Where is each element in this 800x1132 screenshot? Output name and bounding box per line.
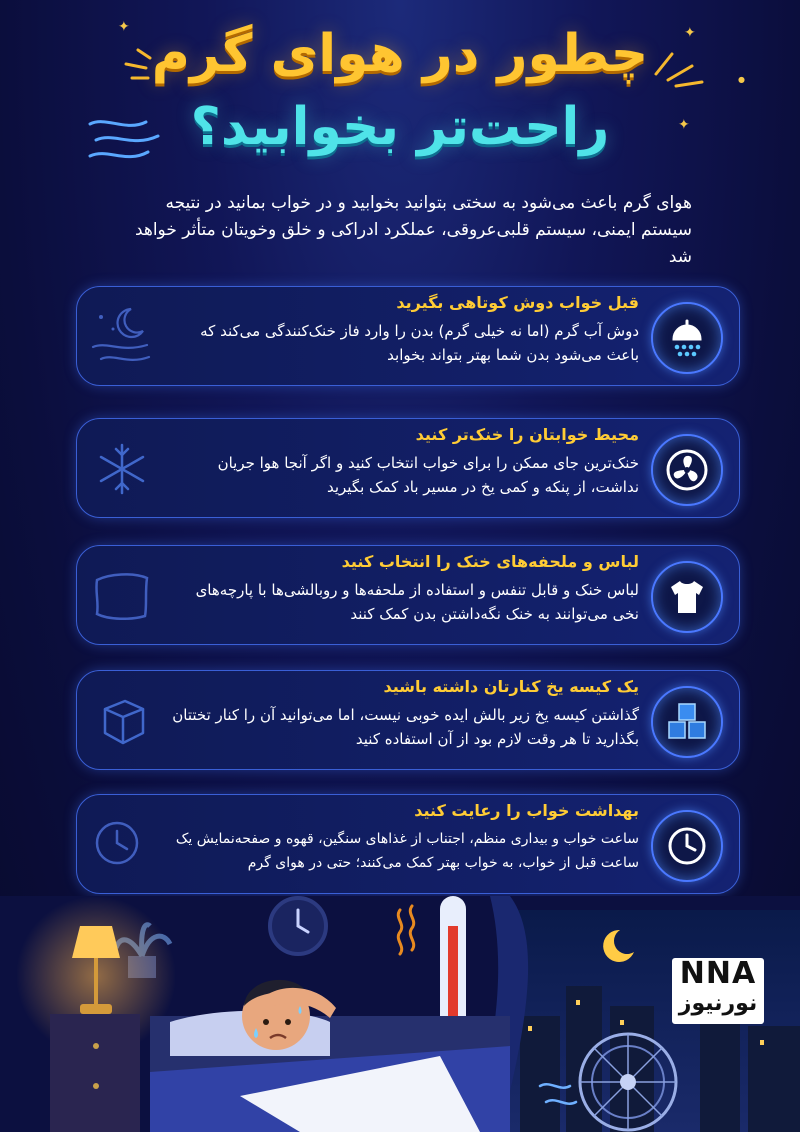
intro-text: هوای گرم باعث می‌شود به سختی بتوانید بخوابید و در خواب بمانید در نتیجه سیستم ایمنی، سیستم قلبی‌عروقی، عملکرد ادراکی و خلق وخویتان متأثر خواهد شد xyxy=(134,193,692,267)
ice-cubes-icon xyxy=(651,686,723,758)
shower-icon xyxy=(651,302,723,374)
tip-card-clothing xyxy=(76,545,740,645)
moon-wind-icon xyxy=(87,303,157,371)
tshirt-icon xyxy=(651,561,723,633)
tip-card-sleep-hygiene xyxy=(76,794,740,894)
pillow-icon xyxy=(87,562,157,630)
tip-card-ice xyxy=(76,670,740,770)
sparkle-icon: ✦ xyxy=(118,19,130,35)
tip-card-fan xyxy=(76,418,740,518)
tip-title: محیط خوابتان را خنک‌تر کنید xyxy=(415,425,639,444)
clock-icon xyxy=(651,810,723,882)
tip-title: بهداشت خواب را رعایت کنید xyxy=(414,801,639,820)
title-line-2: راحت‌تر بخوابید؟ xyxy=(190,97,610,157)
sparkle-icon: ✦ xyxy=(684,25,696,41)
tip-title: یک کیسه یخ کنارتان داشته باشید xyxy=(383,677,639,696)
sparkle-icon: ● xyxy=(738,75,745,84)
nightstand xyxy=(50,1014,140,1132)
logo-latin: NNA xyxy=(679,956,757,991)
fan-icon xyxy=(651,434,723,506)
title-line-1: چطور در هوای گرم xyxy=(151,24,649,84)
tip-text: خنک‌ترین جای ممکن را برای خواب انتخاب کنید و اگر آنجا هوا جریان نداشت، از پنکه و کمی یخ در مسیر باد کمک بگیرید xyxy=(217,454,639,496)
tip-text: دوش آب گرم (اما نه خیلی گرم) بدن را وارد فاز خنک‌کنندگی می‌کند که باعث می‌شود بدن شما بهتر بتواند بخوابد xyxy=(200,322,639,364)
tip-text: گذاشتن کیسه یخ زیر بالش ایده خوبی نیست، اما می‌توانید آن را کنار تختتان بگذارید تا هر وقت لازم بود از آن استفاده کنید xyxy=(172,706,639,748)
page-title xyxy=(0,18,800,164)
clock-outline-icon xyxy=(87,811,157,879)
snowflake-icon xyxy=(87,435,157,503)
sparkle-icon: ✦ xyxy=(678,117,690,133)
tip-text: لباس خنک و قابل تنفس و استفاده از ملحفه‌ها و روبالشی‌ها با پارچه‌های نخی می‌توانند به خنک نگه‌داشتن بدن کمک کنند xyxy=(195,581,639,623)
tip-card-shower xyxy=(76,286,740,386)
nna-logo xyxy=(672,958,764,1024)
standing-fan-icon xyxy=(580,1034,676,1130)
tip-title: قبل خواب دوش کوتاهی بگیرید xyxy=(396,293,639,312)
tip-text: ساعت خواب و بیداری منظم، اجتناب از غذاهای سنگین، قهوه و صفحه‌نمایش یک ساعت قبل از خواب، به خواب بهتر کمک می‌کنند؛ حتی در هوای گرم xyxy=(175,831,639,871)
logo-persian: نورنیوز xyxy=(678,991,758,1016)
tip-title: لباس و ملحفه‌های خنک را انتخاب کنید xyxy=(341,552,639,571)
ice-cube-icon xyxy=(87,687,157,755)
